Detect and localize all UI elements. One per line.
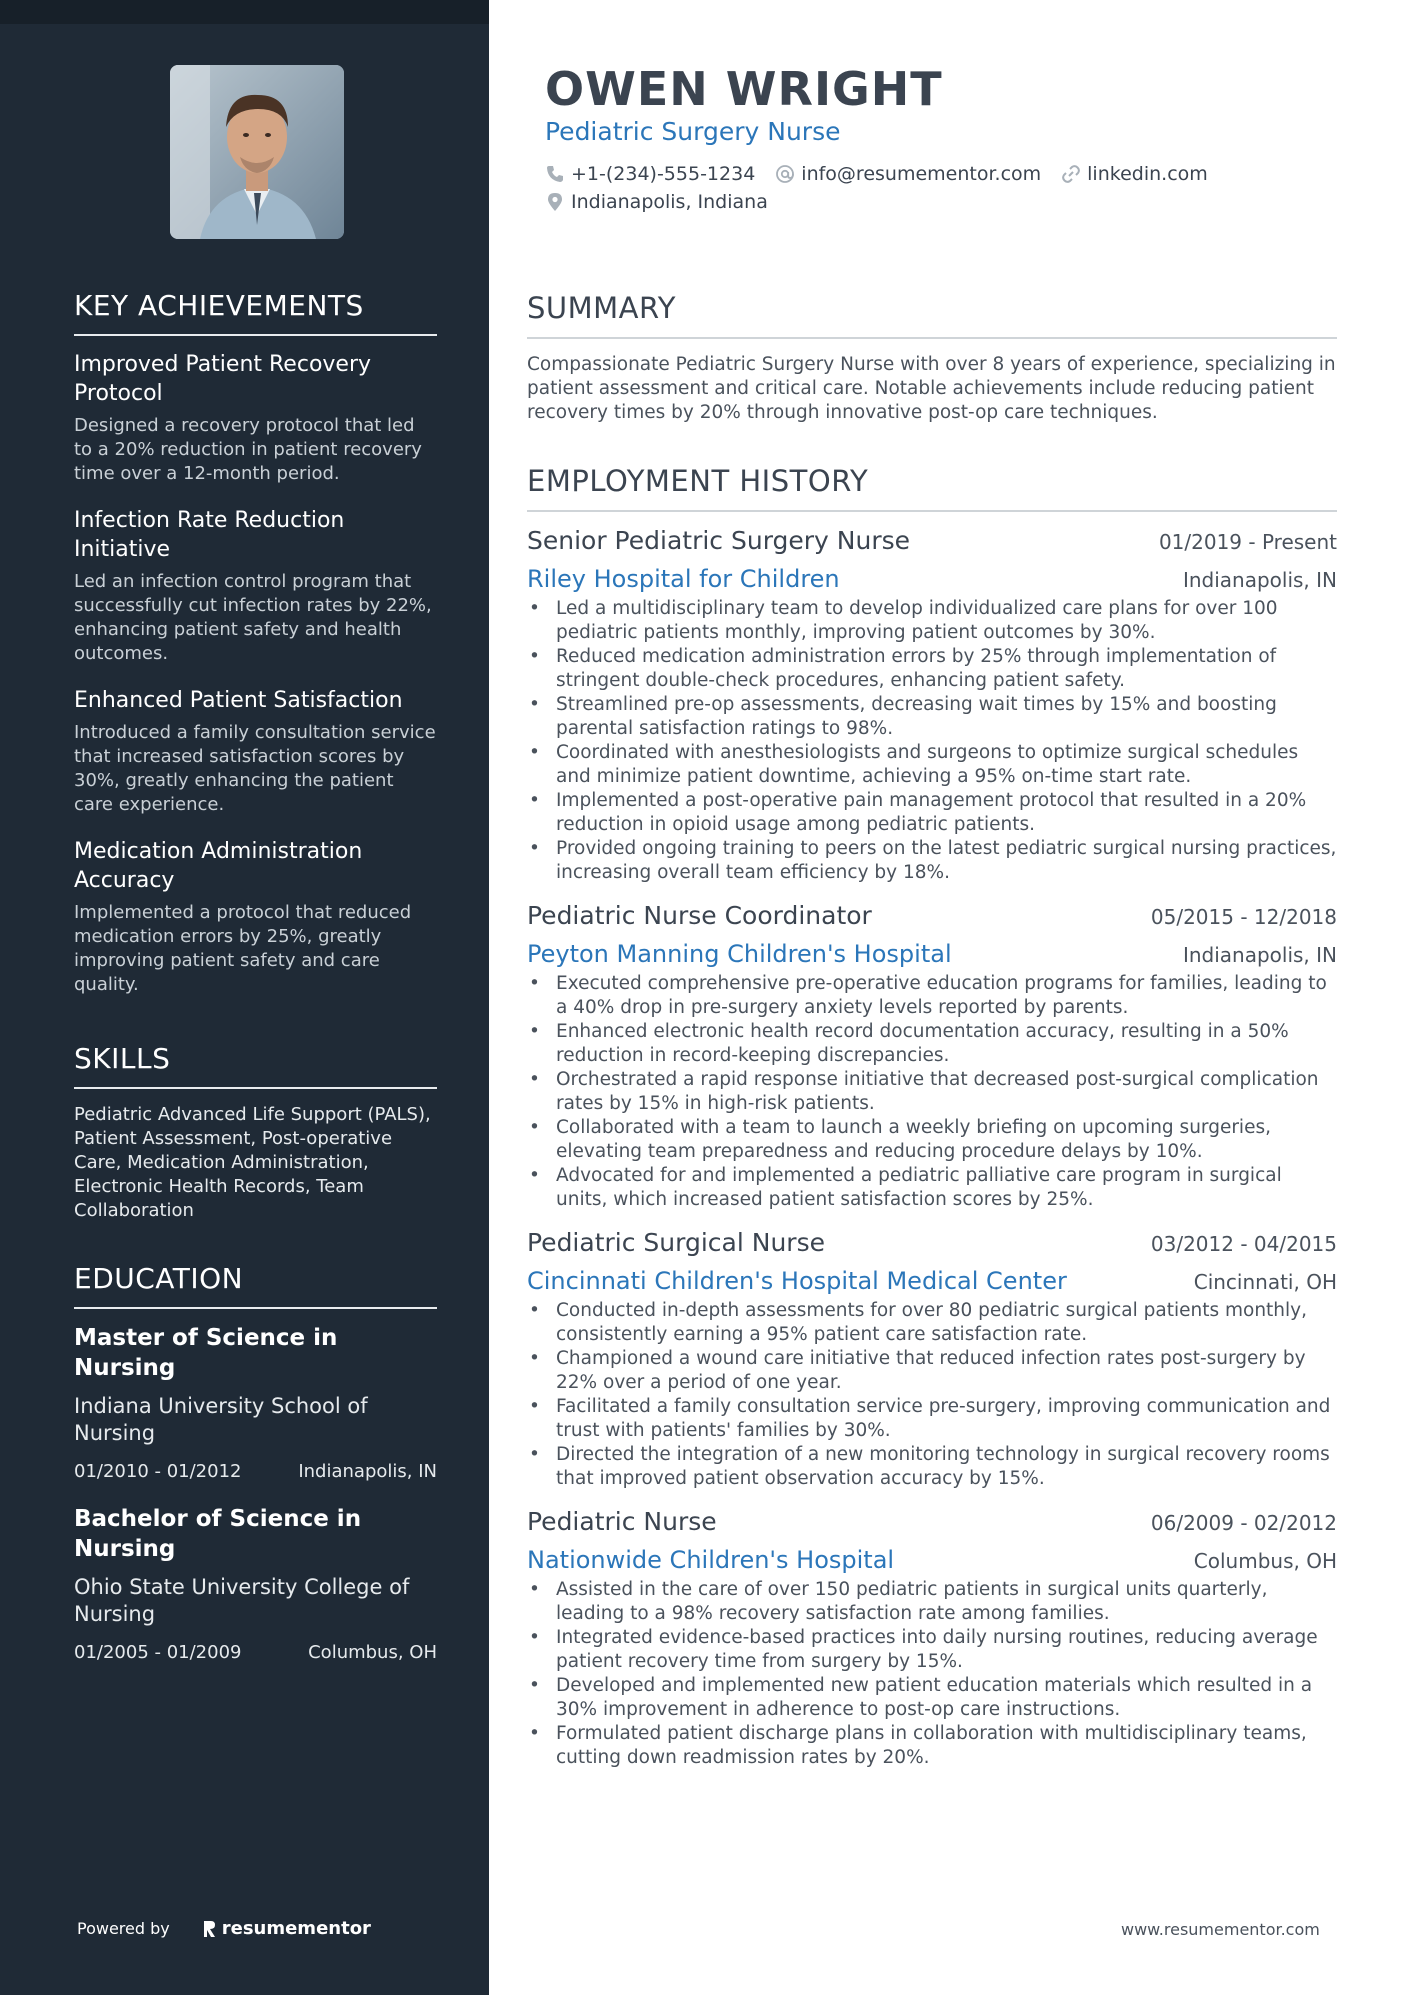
job-bullets [527,1299,1337,1491]
job-bullet: • Developed and implemented new patient education materials which resulted in a 30% improvement in adherence to post-op care instructions. [527,1674,1337,1722]
location-text: Indianapolis, Indiana [571,191,768,213]
education-school: Ohio State University College of Nursing [74,1575,410,1626]
education-item [74,1504,437,1663]
job-dates: 01/2019 - Present [1158,530,1337,554]
skills-section [74,1042,437,1223]
brand-name: resumementor [221,1918,371,1939]
education-dates: 01/2005 - 01/2009 [74,1642,242,1663]
brand-icon [202,1919,216,1939]
profile-photo [170,65,344,239]
job-entry [527,526,1337,885]
contact-row [545,163,1228,185]
employment-section [527,464,1337,1786]
achievement-item [74,686,437,817]
achievement-item [74,837,437,997]
achievement-title: Infection Rate Reduction Initiative [74,508,345,562]
summary-text: Compassionate Pediatric Surgery Nurse with over 8 years of experience, specializing in patient assessment and critical care. Notable achievements include reducing patient recovery times by 20% through innovative post-op care techniques. [527,354,1336,423]
phone-text: +1-(234)-555-1234 [571,163,756,185]
achievements-heading: KEY ACHIEVEMENTS [74,289,437,336]
education-section [74,1262,437,1685]
achievements-section [74,289,437,1017]
powered-by-label: Powered by [77,1919,170,1938]
job-location: Columbus, OH [1193,1549,1337,1573]
job-location: Indianapolis, IN [1182,943,1337,967]
job-title: Senior Pediatric Surgery Nurse [527,526,911,555]
at-icon [775,164,795,184]
job-entry [527,1228,1337,1491]
job-company: Peyton Manning Children's Hospital [527,940,952,968]
job-entry [527,1507,1337,1770]
job-bullet: • Directed the integration of a new monitoring technology in surgical recovery rooms that improved patient observation accuracy by 15%. [527,1443,1337,1491]
job-bullets [527,972,1337,1212]
job-location: Indianapolis, IN [1182,568,1337,592]
achievement-title: Enhanced Patient Satisfaction [74,688,403,713]
candidate-title: Pediatric Surgery Nurse [545,117,841,146]
education-dates: 01/2010 - 01/2012 [74,1461,242,1482]
candidate-name: OWEN WRIGHT [545,62,943,116]
job-bullets [527,1578,1337,1770]
job-bullet: • Championed a wound care initiative that reduced infection rates post-surgery by 22% over a period of one year. [527,1347,1337,1395]
email-text: info@resumementor.com [801,163,1042,185]
job-bullet: • Reduced medication administration errors by 25% through implementation of stringent double-check procedures, enhancing patient safety. [527,645,1337,693]
achievement-desc: Designed a recovery protocol that led to a 20% reduction in patient recovery time over a 12-month period. [74,415,422,484]
job-bullet: • Advocated for and implemented a pediatric palliative care program in surgical units, which increased patient satisfaction scores by 25%. [527,1164,1337,1212]
footer-url[interactable]: www.resumementor.com [1121,1920,1320,1939]
job-bullet: • Executed comprehensive pre-operative education programs for families, leading to a 40% drop in pre-surgery anxiety levels reported by parents. [527,972,1337,1020]
location-pin-icon [545,192,565,212]
job-title: Pediatric Nurse [527,1507,717,1536]
job-bullet: • Led a multidisciplinary team to develop individualized care plans for over 100 pediatric patients monthly, improving patient outcomes by 30%. [527,597,1337,645]
education-location: Columbus, OH [308,1642,437,1663]
job-company: Riley Hospital for Children [527,565,840,593]
job-location: Cincinnati, OH [1193,1270,1337,1294]
achievement-title: Medication Administration Accuracy [74,839,363,893]
linkedin-text: linkedin.com [1087,163,1208,185]
job-bullet: • Provided ongoing training to peers on the latest pediatric surgical nursing practices, increasing overall team efficiency by 18%. [527,837,1337,885]
skills-list: Pediatric Advanced Life Support (PALS), Patient Assessment, Post-operative Care, Medication Administration, Electronic Health Records, Team Collaboration [74,1104,431,1221]
sidebar [0,0,489,1995]
phone-icon [545,164,565,184]
education-degree: Bachelor of Science in Nursing [74,1506,362,1562]
achievement-desc: Led an infection control program that successfully cut infection rates by 22%, enhancing patient safety and health outcomes. [74,571,432,664]
sidebar-top-band [0,0,489,24]
employment-heading: EMPLOYMENT HISTORY [527,464,1337,512]
achievement-item [74,506,437,666]
job-bullet: • Collaborated with a team to launch a weekly briefing on upcoming surgeries, elevating team preparedness and reducing procedure delays by 10%. [527,1116,1337,1164]
job-bullet: • Facilitated a family consultation service pre-surgery, improving communication and trust with patients' families by 30%. [527,1395,1337,1443]
education-degree: Master of Science in Nursing [74,1325,338,1381]
job-bullet: • Implemented a post-operative pain management protocol that resulted in a 20% reduction in opioid usage among pediatric patients. [527,789,1337,837]
job-bullet: • Integrated evidence-based practices into daily nursing routines, reducing average patient recovery time from surgery by 15%. [527,1626,1337,1674]
job-bullet: • Streamlined pre-op assessments, decreasing wait times by 15% and boosting parental satisfaction ratings to 98%. [527,693,1337,741]
education-location: Indianapolis, IN [298,1461,437,1482]
contact-email[interactable] [775,163,1041,185]
summary-heading: SUMMARY [527,291,1337,339]
job-entry [527,901,1337,1212]
job-dates: 06/2009 - 02/2012 [1150,1511,1337,1535]
job-company: Nationwide Children's Hospital [527,1546,895,1574]
achievement-desc: Implemented a protocol that reduced medication errors by 25%, greatly improving patient safety and care quality. [74,902,412,995]
job-bullet: • Orchestrated a rapid response initiative that decreased post-surgical complication rates by 15% in high-risk patients. [527,1068,1337,1116]
contact-location [545,191,768,213]
job-dates: 05/2015 - 12/2018 [1150,905,1337,929]
link-icon [1061,164,1081,184]
job-dates: 03/2012 - 04/2015 [1150,1232,1337,1256]
job-bullet: • Enhanced electronic health record documentation accuracy, resulting in a 50% reduction in record-keeping discrepancies. [527,1020,1337,1068]
job-bullets [527,597,1337,885]
education-heading: EDUCATION [74,1262,437,1309]
contact-phone[interactable] [545,163,755,185]
job-bullet: • Coordinated with anesthesiologists and surgeons to optimize surgical schedules and minimize patient downtime, achieving a 95% on-time start rate. [527,741,1337,789]
education-school: Indiana University School of Nursing [74,1394,368,1445]
achievement-title: Improved Patient Recovery Protocol [74,352,372,406]
contact-linkedin[interactable] [1061,163,1208,185]
contact-row-2 [545,191,788,213]
job-bullet: • Assisted in the care of over 150 pediatric patients in surgical units quarterly, leading to a 98% recovery satisfaction rate among families. [527,1578,1337,1626]
powered-by [77,1918,371,1939]
achievement-item [74,350,437,486]
job-title: Pediatric Nurse Coordinator [527,901,872,930]
education-item [74,1323,437,1482]
achievement-desc: Introduced a family consultation service that increased satisfaction scores by 30%, greatly enhancing the patient care experience. [74,722,436,815]
job-bullet: • Conducted in-depth assessments for over 80 pediatric surgical patients monthly, consistently earning a 95% patient care satisfaction rate. [527,1299,1337,1347]
job-bullet: • Formulated patient discharge plans in collaboration with multidisciplinary teams, cutting down readmission rates by 20%. [527,1722,1337,1770]
brand-logo[interactable] [202,1918,371,1939]
job-title: Pediatric Surgical Nurse [527,1228,825,1257]
skills-heading: SKILLS [74,1042,437,1089]
job-company: Cincinnati Children's Hospital Medical Center [527,1267,1067,1295]
summary-section [527,291,1337,425]
